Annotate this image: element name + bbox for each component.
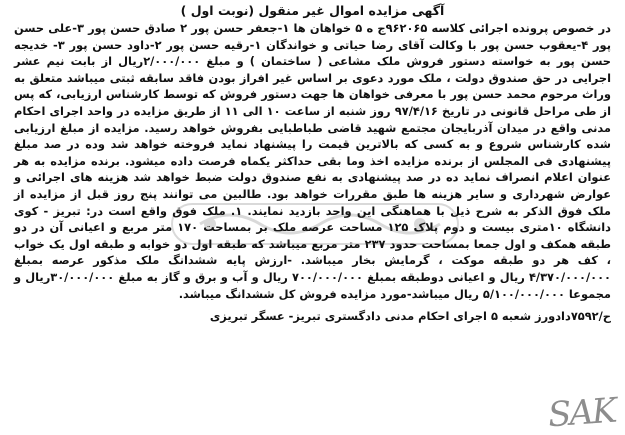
newspaper-watermark-logo bbox=[170, 196, 460, 252]
notice-footer: ح/۷۵۹۲دادورز شعبه ۵ اجرای احکام مدنی دادگستری تبریز- عسگر تبریزی bbox=[209, 309, 611, 324]
stamp-mark: SAK bbox=[546, 390, 617, 435]
notice-title: آگهی مزایده اموال غیر منقول (نوبت اول ) bbox=[180, 3, 445, 18]
notice-body: در خصوص پرونده اجرائی کلاسه ۹۶۲۰۶۵ج ه ۵ خواهان ها ۱-جعفر حسن پور ۲ صادق حسن پور ۳-علی حسن پور ۴-یعقوب حسن پور با وکالت آقای رضا حیاتی و خواندگان ۱-رقیه حسن پور ۲-داود حسن پور ۳- خدیجه حسن پور به خواسته دستور فروش ملک مشاعی ( ساختمان ) و مبلغ ۲/۰۰۰/۰۰۰ریال از بابت نیم عشر اجرایی در حق صندوق دولت ، ملک مورد دعوی بر اساس غیر افراز بودن فاقد سابقه ثبتی میباشد متعلق به وراث مرحوم محمد حسن پور با معرفی خواهان ها جهت دستور فروش که توسط کارشناس ارزیابی، که پس از طی مراحل قانونی در تاریخ ۹۷/۴/۱۶ روز شنبه از ساعت ۱۰ الی ۱۱ از طریق مزایده در واحد اجرای احکام مدنی واقع در میدان آذربایجان مجتمع شهید قاضی طباطبایی بفروش خواهد رسید. مزایده از مبلغ ارزیابی شده کارشناس شروع و به کسی که بالاترین قیمت را پیشنهاد نماید فروخته خواهد شد وده در صد مبلغ پیشنهادی فی المجلس از برنده مزایده اخذ وما بقی حداکثر یکماه فرصت داده میشود. برنده مزایده به هر عنوان اعلام انصراف نماید ده در صد پیشنهادی به نفع صندوق دولت ضبط خواهد شد هزینه های اجرائی و عوارض شهرداری و سایر هزینه ها طبق مقررات خواهد بود. طالبین می توانند پنج روز قبل از مزایده از ملک فوق الذکر به شرح ذیل با هماهنگی این واحد بازدید نمایند. ۱. ملک فوق واقع است در: تبریز - کوی دانشگاه ۱۰متری بیست و دوم پلاک ۱۲۵ مساحت عرصه ملک بر بمساحت ۱۷۰ متر مربع و اعیانی آن در دو طبقه همکف و اول جمعا بمساحت حدود ۲۳۷ متر مربع میباشد که طبقه اول دو خوابه و طبقه اول یک خواب ، کف هر دو طبقه موکت ، گرمایش بخار میباشد. -ارزش پایه ششدانگ ملک مذکور عرصه بمبلغ ۴/۳۷۰/۰۰۰/۰۰۰ ریال و اعیانی دوطبقه بمبلغ ۷۰۰/۰۰۰/۰۰۰ ریال و آب و برق و گاز به مبلغ ۳۰/۰۰۰/۰۰۰ریال و مجموعا ۵/۱۰۰/۰۰۰/۰۰۰ ریال میباشد-مورد مزایده فروش کل ششدانگ میباشد. bbox=[14, 21, 611, 301]
